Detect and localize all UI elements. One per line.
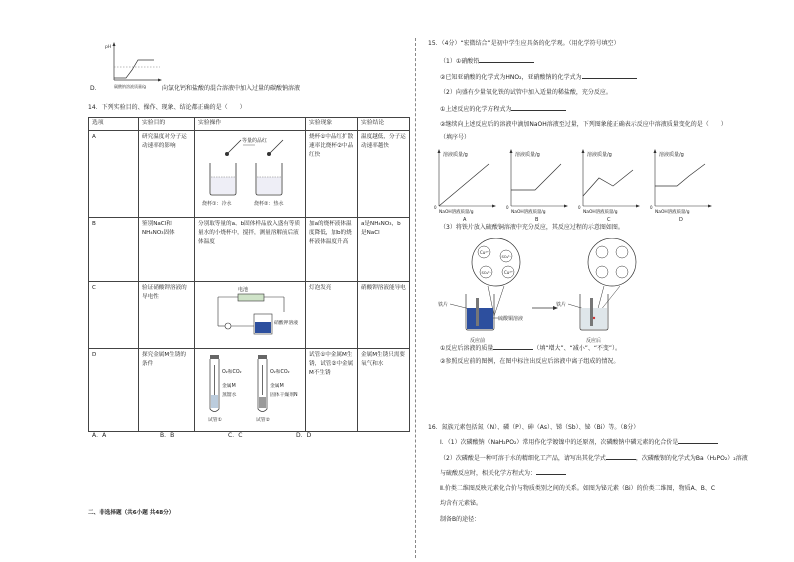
table-row xyxy=(89,130,410,217)
tube2-gas: O₂和CO₂ xyxy=(270,369,290,375)
option-d-label: D． xyxy=(90,85,101,92)
table-row xyxy=(89,281,410,348)
iron-label-after: 铁片 xyxy=(556,302,567,308)
section-title: 二、非选择题（共6小题 共48分） xyxy=(88,510,175,516)
q14-title: 14．下列实验目的、操作、现象、结论都正确的是（ ） xyxy=(88,104,246,111)
q15-p8: ②参照反应前的图例，在图中标注出反应后溶液中离子组成的情况。 xyxy=(440,358,620,365)
mini-chart-xlabel: 碳酸钠溶液质量/g xyxy=(114,84,146,89)
column-divider xyxy=(415,38,416,558)
graph-ylabel: 溶液质量/g xyxy=(587,152,612,158)
table-header-row xyxy=(89,118,410,131)
q15-p7-text: ①反应后溶液的质量 xyxy=(440,345,494,352)
q16-title: 16．氮族元素包括氮（N）、磷（P）、砷（As）、锑（Sb）、铋（Bi）等。（8分） xyxy=(428,424,640,431)
tube1-gas: O₂和CO₂ xyxy=(222,369,242,375)
q15-title: 15．（4分）“宏微结合”是初中学生应具备的化学观。（用化学符号填空） xyxy=(428,40,620,47)
graph-curve xyxy=(655,164,705,186)
row-conclusion: a是NH₄NO₃，b是NaCl xyxy=(358,217,410,281)
ion-label: Cu²⁺ xyxy=(504,270,514,275)
answer-blank[interactable] xyxy=(493,344,533,350)
after-label: 反应后 xyxy=(586,338,602,344)
mass-graph-a xyxy=(434,149,496,222)
q15-p2 xyxy=(440,73,637,82)
q15-p7 xyxy=(440,344,621,353)
mass-graph-c xyxy=(578,149,640,222)
q15-p4-text: ①上述反应的化学方程式为 xyxy=(440,106,512,113)
solution-label: 硝酸钾溶液 xyxy=(274,320,298,326)
tube1-water: 蒸馏水 xyxy=(222,392,237,398)
graph-xlabel: NaOH溶液质量/g xyxy=(511,210,546,215)
row-conclusion: 温度越低，分子运动速率越快 xyxy=(358,130,410,217)
answer-choices xyxy=(92,432,311,440)
q16-p3 xyxy=(440,469,566,478)
answer-blank[interactable] xyxy=(678,438,718,444)
row-operation: 分别取等量的a、b固体样品放入盛有等质量水的小烧杯中，搅拌，测量溶解前后液体温度 xyxy=(195,217,306,281)
choice-b[interactable]: B．B xyxy=(160,432,175,439)
table-row xyxy=(89,217,410,281)
q16-p1 xyxy=(440,438,718,447)
mass-graph-b xyxy=(506,149,568,222)
graph-ylabel: 溶液质量/g xyxy=(443,152,468,158)
graph-letter: C xyxy=(607,217,611,222)
graph-curve xyxy=(583,170,633,196)
answer-blank[interactable] xyxy=(536,469,566,475)
q15-p2-text: ②已知亚硝酸的化学式为HNO₂，亚硝酸钠的化学式为 xyxy=(440,74,582,81)
graph-origin: 0 xyxy=(506,205,509,210)
test-tubes-figure xyxy=(195,348,306,431)
row-phenomenon: 试管①中金属M生锈，试管②中金属M不生锈 xyxy=(306,348,358,431)
row-purpose: 验证硝酸钾溶液的导电性 xyxy=(139,281,195,348)
tube2-metal: 金属M xyxy=(270,383,284,389)
graph-origin: 0 xyxy=(650,205,653,210)
q15-p5b: （填序号） xyxy=(440,134,471,141)
beaker1-caption: 烧杯①：冷水 xyxy=(202,200,232,207)
row-purpose: 研究温度对分子运动速率的影响 xyxy=(139,130,195,217)
q15-p6: （3）将铁片放入硫酸铜溶液中充分反应，其反应过程的示意图如图。 xyxy=(440,224,624,231)
tube1-caption: 试管① xyxy=(208,417,222,423)
row-conclusion: 金属M生锈只需要氧气和水 xyxy=(358,348,410,431)
choice-c[interactable]: C．C xyxy=(228,432,243,439)
row-option: B xyxy=(89,217,139,281)
graph-curve xyxy=(439,164,489,206)
q16-p1-text: Ⅰ．（1）次磷酸钠（NaH₂PO₂）常用作化学镀镍中的还原剂，次磷酸钠中磷元素的化合价是 xyxy=(440,439,679,446)
q16-p3-text: 与硫酸反应时，相关化学方程式为： xyxy=(440,470,537,477)
graph-xlabel: NaOH溶液质量/g xyxy=(583,210,618,215)
table-header: 实验结论 xyxy=(358,118,410,131)
reaction-diagram xyxy=(436,238,686,348)
mini-chart-ylabel: pH xyxy=(105,45,112,50)
option-d-text: 向氯化钙和盐酸的混合溶液中加入过量的碳酸钠溶液 xyxy=(162,85,301,92)
row-option: A xyxy=(89,130,139,217)
q16-p6: 制备B的途径： xyxy=(440,516,481,523)
solution-label: 硫酸铜溶液 xyxy=(498,316,524,322)
graph-ylabel: 溶液质量/g xyxy=(659,152,684,158)
graph-curve xyxy=(511,164,561,190)
answer-blank[interactable] xyxy=(479,57,534,63)
mass-graph-d xyxy=(650,149,712,222)
q15-p1 xyxy=(440,57,534,66)
q15-p5: ②继续向上述反应后的溶液中滴加NaOH溶液至过量，下列图象能正确表示反应中溶液质量变化的是（ ） xyxy=(440,121,727,128)
q16-p5: 均含有元素铋。 xyxy=(440,500,483,507)
q16-p2b-text: ，次磷酸钡的化学式为Ba（H₂PO₂）₂溶液 xyxy=(635,455,748,462)
row-phenomenon: 烧杯①中品红扩散速率比烧杯②中品红快 xyxy=(306,130,358,217)
iron-label-before: 铁片 xyxy=(438,302,449,308)
q16-p4: Ⅱ.价类二维图反映元素化合价与物质类别之间的关系。如图为铋元素（Bi）的价类二维图，物质A、B、C xyxy=(440,485,716,492)
ion-label: SO₄²⁻ xyxy=(501,255,512,259)
graph-origin: 0 xyxy=(578,205,581,210)
row-purpose: 探究金属M生锈的条件 xyxy=(139,348,195,431)
before-label: 反应前 xyxy=(470,338,486,344)
drop-label: 等量的品红 xyxy=(242,137,268,144)
table-header: 实验现象 xyxy=(306,118,358,131)
circuit-figure xyxy=(195,281,306,348)
row-option: C xyxy=(89,281,139,348)
row-conclusion: 硝酸钾溶液能导电 xyxy=(358,281,410,348)
tube2-desiccant: 固体干燥剂N xyxy=(270,392,298,398)
q16-p2-text: （2）次磷酸是一种可溶于水的精细化工产品，请写出其化学式 xyxy=(440,455,606,462)
q16-p2 xyxy=(440,454,748,463)
answer-blank[interactable] xyxy=(511,105,566,111)
beakers-figure xyxy=(195,130,306,217)
q14-table xyxy=(88,117,410,432)
battery-label: 电池 xyxy=(238,286,249,293)
tube1-metal: 金属M xyxy=(222,383,236,389)
table-header: 实验操作 xyxy=(195,118,306,131)
choice-a[interactable]: A．A xyxy=(92,432,107,439)
q15-p7b-text: （填“增大”、“减小”、“不变”）。 xyxy=(533,345,622,352)
graph-origin: 0 xyxy=(434,205,437,210)
answer-blank[interactable] xyxy=(582,73,637,79)
choice-d[interactable]: D．D xyxy=(296,432,312,439)
graph-letter: A xyxy=(463,217,467,222)
q15-p3: （2）向盛有少量氧化铁的试管中加入适量的稀盐酸，充分反应。 xyxy=(440,89,612,96)
beaker2-caption: 烧杯②：热水 xyxy=(254,200,284,207)
row-option: D xyxy=(89,348,139,431)
ph-mini-chart xyxy=(104,40,166,90)
graph-letter: D xyxy=(679,217,683,222)
q15-p1-text: （1）①硝酸铅 xyxy=(440,58,480,65)
row-phenomenon: 灯泡发亮 xyxy=(306,281,358,348)
table-row xyxy=(89,348,410,431)
tube2-caption: 试管② xyxy=(256,417,270,423)
graph-letter: B xyxy=(535,217,539,222)
graph-ylabel: 溶液质量/g xyxy=(515,152,540,158)
ion-label: Cu²⁺ xyxy=(480,250,490,255)
graph-xlabel: NaOH溶液质量/g xyxy=(439,210,474,215)
row-phenomenon: 加a的烧杯液体温度降低，加b的烧杯液体温度升高 xyxy=(306,217,358,281)
table-header: 选项 xyxy=(89,118,139,131)
table-header: 实验目的 xyxy=(139,118,195,131)
graph-xlabel: NaOH溶液质量/g xyxy=(655,210,690,215)
mass-graphs xyxy=(433,146,723,222)
row-purpose: 鉴别NaCl和NH₄NO₃固体 xyxy=(139,217,195,281)
answer-blank[interactable] xyxy=(606,454,636,460)
ion-label: SO₄²⁻ xyxy=(481,271,492,275)
q15-p4 xyxy=(440,105,566,114)
